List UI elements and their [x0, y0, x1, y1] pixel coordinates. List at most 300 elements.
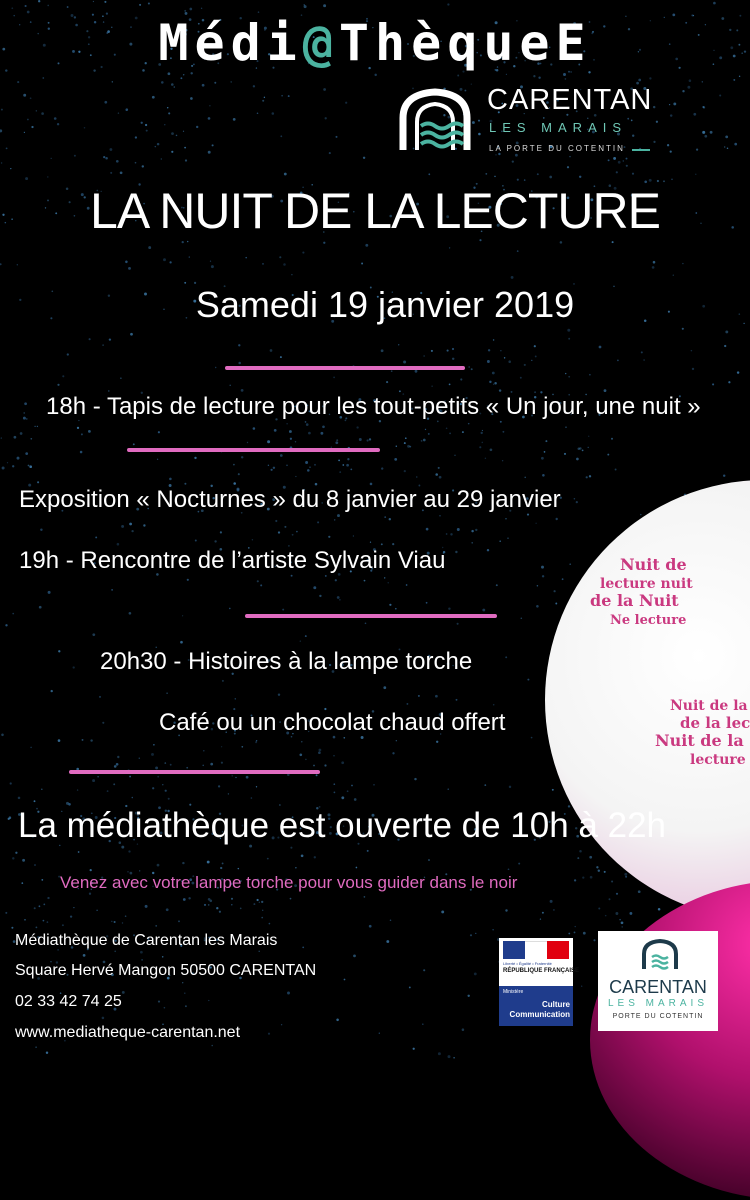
star-dot: [590, 876, 593, 879]
star-dot: [5, 624, 7, 626]
star-dot: [409, 986, 411, 988]
star-dot: [280, 356, 282, 358]
star-dot: [233, 118, 236, 121]
star-dot: [292, 534, 294, 536]
star-dot: [166, 908, 169, 911]
star-dot: [17, 81, 19, 83]
star-dot: [129, 523, 132, 526]
star-dot: [31, 126, 33, 128]
star-dot: [169, 261, 171, 263]
star-dot: [97, 776, 98, 777]
star-dot: [29, 465, 32, 468]
star-dot: [616, 893, 618, 895]
star-dot: [41, 112, 44, 115]
star-dot: [114, 921, 116, 923]
star-dot: [481, 432, 483, 434]
star-dot: [531, 737, 533, 739]
star-dot: [626, 165, 628, 167]
star-dot: [145, 905, 148, 908]
star-dot: [37, 426, 38, 427]
star-dot: [643, 359, 645, 361]
star-dot: [502, 460, 503, 461]
rf-label: RÉPUBLIQUE FRANÇAISE: [503, 968, 580, 974]
star-dot: [320, 432, 323, 435]
star-dot: [208, 1000, 209, 1001]
star-dot: [37, 481, 39, 483]
star-dot: [262, 263, 264, 265]
star-dot: [212, 144, 214, 146]
star-dot: [12, 465, 14, 467]
star-dot: [258, 11, 260, 13]
star-dot: [538, 77, 540, 79]
star-dot: [195, 539, 197, 541]
star-dot: [576, 458, 579, 461]
star-dot: [381, 467, 383, 469]
star-dot: [626, 158, 628, 160]
star-dot: [258, 951, 259, 952]
star-dot: [487, 549, 489, 551]
star-dot: [381, 543, 383, 545]
star-dot: [467, 995, 469, 997]
star-dot: [207, 861, 210, 864]
program-item-4: 20h30 - Histoires à la lampe torche: [100, 648, 473, 675]
star-dot: [586, 476, 588, 478]
star-dot: [398, 344, 399, 345]
star-dot: [182, 241, 184, 243]
star-dot: [555, 603, 557, 605]
star-dot: [82, 739, 84, 741]
star-dot: [295, 476, 296, 477]
star-dot: [22, 859, 25, 862]
star-dot: [447, 350, 449, 352]
star-dot: [67, 6, 69, 8]
star-dot: [596, 866, 598, 868]
divider-1: [225, 366, 465, 370]
star-dot: [673, 275, 674, 276]
star-dot: [500, 421, 502, 423]
logo-name: CARENTAN: [609, 977, 707, 997]
footer-phone: 02 33 42 74 25: [15, 993, 122, 1010]
star-dot: [107, 790, 109, 792]
star-dot: [689, 79, 692, 82]
star-dot: [10, 782, 12, 784]
divider-2: [127, 448, 380, 452]
star-dot: [78, 851, 80, 853]
star-dot: [428, 173, 430, 175]
star-dot: [273, 467, 275, 469]
star-dot: [203, 750, 205, 752]
star-dot: [282, 609, 284, 611]
star-dot: [475, 529, 477, 531]
star-dot: [210, 763, 213, 766]
star-dot: [496, 584, 498, 586]
star-dot: [582, 450, 584, 452]
ministry-culture: Culture: [542, 1000, 570, 1009]
star-dot: [336, 439, 338, 441]
star-dot: [383, 686, 386, 689]
star-dot: [26, 418, 28, 420]
star-dot: [416, 476, 417, 477]
star-dot: [354, 798, 357, 801]
star-dot: [544, 451, 546, 453]
star-dot: [238, 362, 241, 365]
star-dot: [145, 124, 147, 126]
star-dot: [739, 76, 740, 77]
star-dot: [271, 469, 273, 471]
star-dot: [274, 429, 277, 432]
star-dot: [489, 381, 491, 383]
star-dot: [545, 440, 547, 442]
star-dot: [374, 74, 376, 76]
star-dot: [110, 172, 112, 174]
star-dot: [34, 800, 36, 802]
star-dot: [141, 959, 143, 961]
star-dot: [92, 779, 95, 782]
star-dot: [267, 440, 270, 443]
star-dot: [454, 455, 455, 456]
star-dot: [615, 469, 617, 471]
star-dot: [170, 764, 172, 766]
star-dot: [673, 102, 676, 105]
star-dot: [423, 355, 424, 356]
star-dot: [186, 767, 188, 769]
star-dot: [296, 531, 298, 533]
star-dot: [1, 162, 2, 163]
star-dot: [202, 765, 203, 766]
star-dot: [542, 474, 545, 477]
star-dot: [57, 123, 59, 125]
star-dot: [135, 162, 137, 164]
star-dot: [139, 870, 140, 871]
star-dot: [247, 442, 248, 443]
carentan-arch-icon-small: [640, 939, 680, 971]
star-dot: [479, 446, 481, 448]
star-dot: [8, 818, 10, 820]
star-dot: [511, 276, 514, 279]
star-dot: [318, 751, 321, 754]
star-dot: [333, 755, 334, 756]
star-dot: [93, 1, 94, 2]
star-dot: [638, 79, 641, 82]
star-dot: [151, 753, 154, 756]
star-dot: [116, 763, 119, 766]
star-dot: [140, 951, 143, 954]
star-dot: [737, 371, 739, 373]
star-dot: [221, 746, 222, 747]
star-dot: [202, 84, 205, 87]
star-dot: [253, 85, 255, 87]
star-dot: [302, 946, 304, 948]
star-dot: [286, 423, 287, 424]
star-dot: [291, 274, 293, 276]
star-dot: [556, 518, 558, 520]
star-dot: [290, 438, 292, 440]
star-dot: [540, 918, 541, 919]
star-dot: [24, 402, 27, 405]
star-dot: [23, 417, 26, 420]
star-dot: [727, 147, 729, 149]
star-dot: [493, 384, 494, 385]
star-dot: [6, 147, 8, 149]
star-dot: [308, 432, 311, 435]
star-dot: [238, 344, 240, 346]
star-dot: [2, 467, 5, 470]
star-dot: [1, 437, 2, 438]
star-dot: [337, 596, 340, 599]
star-dot: [618, 161, 621, 164]
star-dot: [468, 366, 470, 368]
star-dot: [157, 776, 159, 778]
star-dot: [27, 11, 30, 14]
star-dot: [251, 797, 253, 799]
star-dot: [563, 73, 566, 76]
star-dot: [304, 5, 307, 8]
star-dot: [189, 8, 192, 11]
star-dot: [313, 586, 316, 589]
star-dot: [632, 173, 634, 175]
star-dot: [338, 460, 340, 462]
star-dot: [509, 786, 511, 788]
star-dot: [428, 433, 430, 435]
org-tagline: LA PORTE DU COTENTIN: [489, 144, 625, 153]
star-dot: [565, 78, 567, 80]
star-dot: [531, 360, 532, 361]
star-dot: [695, 174, 696, 175]
star-dot: [143, 524, 145, 526]
star-dot: [537, 585, 539, 587]
star-dot: [208, 151, 211, 154]
star-dot: [502, 431, 504, 433]
star-dot: [333, 783, 335, 785]
star-dot: [21, 882, 23, 884]
star-dot: [627, 118, 629, 120]
star-dot: [0, 263, 2, 265]
star-dot: [653, 141, 655, 143]
star-dot: [216, 907, 218, 909]
star-dot: [43, 920, 45, 922]
star-dot: [148, 246, 151, 249]
star-dot: [579, 176, 581, 178]
star-dot: [62, 924, 64, 926]
star-dot: [426, 528, 429, 531]
star-dot: [702, 81, 703, 82]
star-dot: [356, 867, 358, 869]
star-dot: [457, 528, 460, 531]
star-dot: [215, 367, 216, 368]
star-dot: [168, 112, 170, 114]
star-dot: [204, 904, 206, 906]
star-dot: [245, 257, 247, 259]
mediatheque-logo: Médi@ThèqueE: [158, 14, 592, 72]
star-dot: [41, 879, 43, 881]
star-dot: [460, 378, 462, 380]
star-dot: [180, 77, 182, 79]
star-dot: [560, 241, 563, 244]
star-dot: [619, 919, 621, 921]
star-dot: [453, 1057, 455, 1059]
star-dot: [702, 131, 705, 134]
star-dot: [281, 1024, 282, 1025]
program-item-5: Café ou un chocolat chaud offert: [159, 709, 506, 736]
star-dot: [264, 97, 265, 98]
star-dot: [475, 933, 476, 934]
star-dot: [436, 741, 438, 743]
star-dot: [122, 922, 123, 923]
star-dot: [324, 764, 326, 766]
star-dot: [423, 969, 425, 971]
star-dot: [241, 456, 243, 458]
star-dot: [214, 82, 216, 84]
star-dot: [11, 927, 13, 929]
star-dot: [733, 79, 735, 81]
star-dot: [533, 75, 535, 77]
star-dot: [260, 584, 262, 586]
star-dot: [40, 529, 42, 531]
star-dot: [604, 389, 607, 392]
star-dot: [121, 846, 124, 849]
star-dot: [588, 447, 589, 448]
star-dot: [238, 473, 240, 475]
star-dot: [290, 898, 292, 900]
star-dot: [520, 377, 522, 379]
star-dot: [201, 8, 202, 9]
star-dot: [495, 154, 496, 155]
star-dot: [41, 789, 43, 791]
star-dot: [407, 445, 410, 448]
star-dot: [314, 856, 316, 858]
star-dot: [11, 7, 13, 9]
star-dot: [725, 136, 728, 139]
star-dot: [504, 357, 505, 358]
star-dot: [157, 864, 160, 867]
star-dot: [184, 993, 185, 994]
star-dot: [413, 1048, 415, 1050]
star-dot: [490, 448, 493, 451]
star-dot: [462, 431, 464, 433]
star-dot: [272, 112, 275, 115]
star-dot: [505, 656, 507, 658]
star-dot: [344, 979, 346, 981]
star-dot: [278, 531, 280, 533]
star-dot: [471, 542, 473, 544]
star-dot: [724, 345, 726, 347]
star-dot: [299, 753, 302, 756]
footer-website[interactable]: www.mediatheque-carentan.net: [15, 1024, 241, 1041]
star-dot: [157, 459, 158, 460]
star-dot: [656, 121, 658, 123]
star-dot: [230, 81, 232, 83]
star-dot: [261, 917, 263, 919]
star-dot: [728, 381, 730, 383]
star-dot: [77, 789, 78, 790]
star-dot: [524, 364, 526, 366]
star-dot: [670, 150, 672, 152]
star-dot: [210, 261, 211, 262]
star-dot: [515, 154, 518, 157]
star-dot: [188, 897, 190, 899]
star-dot: [30, 97, 32, 99]
star-dot: [24, 919, 26, 921]
star-dot: [587, 118, 588, 119]
rf-motto: Liberté • Égalité • Fraternité: [503, 961, 552, 966]
svg-text:de la Nuit: de la Nuit: [590, 591, 679, 610]
star-dot: [88, 430, 91, 433]
star-dot: [652, 266, 655, 269]
star-dot: [279, 256, 281, 258]
star-dot: [295, 867, 296, 868]
star-dot: [139, 4, 141, 6]
ministry-label: Ministère: [503, 989, 524, 995]
star-dot: [34, 426, 35, 427]
star-dot: [301, 854, 304, 857]
program-item-2: Exposition « Nocturnes » du 8 janvier au 29 janvier: [19, 486, 561, 513]
star-dot: [252, 539, 253, 540]
star-dot: [261, 901, 263, 903]
star-dot: [185, 1005, 187, 1007]
star-dot: [598, 907, 600, 909]
star-dot: [131, 530, 133, 532]
star-dot: [517, 250, 519, 252]
star-dot: [625, 876, 627, 878]
star-dot: [712, 383, 714, 385]
star-dot: [51, 158, 52, 159]
star-dot: [498, 153, 500, 155]
program-item-3: 19h - Rencontre de l’artiste Sylvain Viau: [19, 547, 446, 574]
star-dot: [734, 143, 737, 146]
star-dot: [228, 793, 229, 794]
star-dot: [275, 520, 277, 522]
star-dot: [565, 426, 566, 427]
star-dot: [305, 759, 307, 761]
star-dot: [35, 1046, 37, 1048]
star-dot: [162, 784, 163, 785]
star-dot: [549, 176, 552, 179]
opening-hours: La médiathèque est ouverte de 10h à 22h: [18, 806, 666, 845]
star-dot: [102, 1017, 105, 1020]
star-dot: [262, 100, 264, 102]
star-dot: [493, 704, 495, 706]
star-dot: [438, 467, 440, 469]
star-dot: [256, 786, 257, 787]
star-dot: [455, 551, 457, 553]
star-dot: [624, 873, 627, 876]
star-dot: [542, 575, 544, 577]
star-dot: [616, 171, 618, 173]
ministry-communication: Communication: [509, 1010, 570, 1019]
star-dot: [304, 4, 305, 5]
star-dot: [268, 1033, 270, 1035]
star-dot: [484, 784, 486, 786]
star-dot: [0, 129, 2, 132]
star-dot: [104, 1, 106, 3]
star-dot: [388, 582, 389, 583]
footer-address: Square Hervé Mangon 50500 CARENTAN: [15, 962, 317, 979]
svg-text:de la lec: de la lec: [680, 714, 750, 732]
star-dot: [369, 925, 372, 928]
star-dot: [25, 177, 28, 180]
star-dot: [280, 454, 283, 457]
star-dot: [241, 389, 244, 392]
star-dot: [452, 358, 454, 360]
star-dot: [36, 927, 38, 929]
star-dot: [10, 168, 11, 169]
star-dot: [379, 1033, 380, 1034]
star-dot: [527, 679, 529, 681]
star-dot: [670, 114, 672, 116]
star-dot: [182, 615, 183, 616]
star-dot: [524, 179, 526, 181]
star-dot: [316, 774, 318, 776]
